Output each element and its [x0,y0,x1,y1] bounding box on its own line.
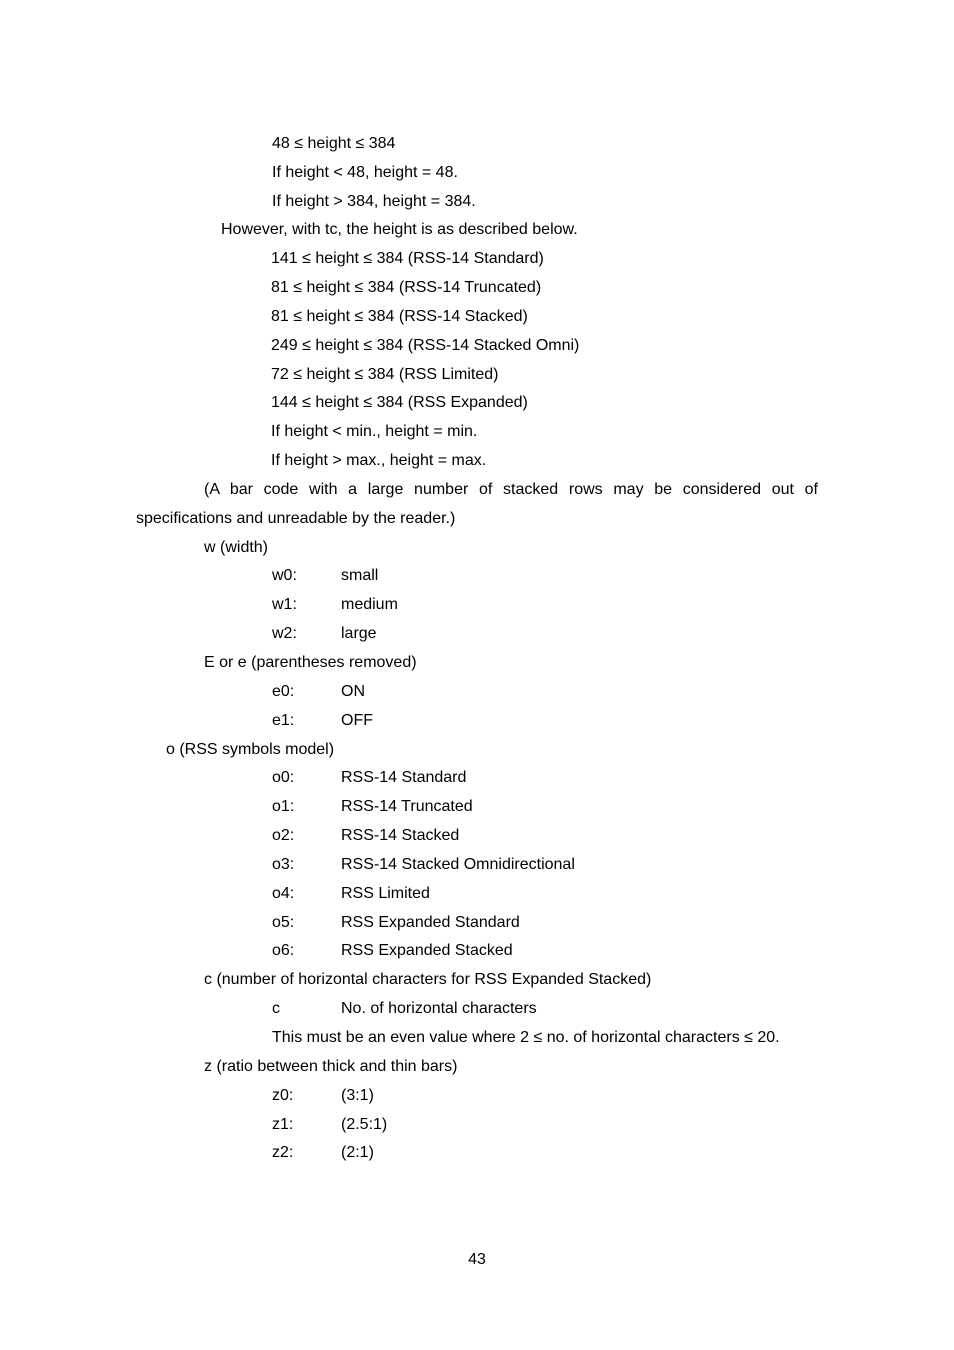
parentheses-heading: E or e (parentheses removed) [204,654,417,671]
option-key: e1: [272,712,295,729]
option-key: w0: [272,567,297,584]
tc-min-rule: If height < min., height = min. [271,423,478,440]
option-value: (2:1) [341,1144,374,1161]
option-value: OFF [341,712,373,729]
option-value: (3:1) [341,1087,374,1104]
option-value: RSS Limited [341,885,430,902]
tc-range-rss14-stacked-omni: 249 ≤ height ≤ 384 (RSS-14 Stacked Omni) [271,337,580,354]
option-key: o1: [272,798,295,815]
chars-note: This must be an even value where 2 ≤ no. of horizontal characters ≤ 20. [272,1029,780,1046]
tc-range-rss14-standard: 141 ≤ height ≤ 384 (RSS-14 Standard) [271,250,544,267]
height-min-rule: If height < 48, height = 48. [272,164,458,181]
option-key: o5: [272,914,295,931]
tc-note: However, with tc, the height is as described below. [221,221,578,238]
page-number: 43 [468,1251,486,1268]
chars-value: No. of horizontal characters [341,1000,537,1017]
height-range: 48 ≤ height ≤ 384 [272,135,396,152]
option-key: w1: [272,596,297,613]
ratio-heading: z (ratio between thick and thin bars) [204,1058,458,1075]
option-value: large [341,625,377,642]
chars-key: c [272,1000,280,1017]
tc-range-rss-limited: 72 ≤ height ≤ 384 (RSS Limited) [271,366,499,383]
option-key: o4: [272,885,295,902]
tc-range-rss14-stacked: 81 ≤ height ≤ 384 (RSS-14 Stacked) [271,308,528,325]
option-value: RSS Expanded Stacked [341,942,513,959]
option-key: o3: [272,856,295,873]
option-key: z0: [272,1087,294,1104]
height-max-rule: If height > 384, height = 384. [272,193,476,210]
option-key: e0: [272,683,295,700]
option-value: small [341,567,379,584]
option-key: o2: [272,827,295,844]
tc-range-rss-expanded: 144 ≤ height ≤ 384 (RSS Expanded) [271,394,528,411]
option-key: w2: [272,625,297,642]
option-value: medium [341,596,398,613]
tc-max-rule: If height > max., height = max. [271,452,487,469]
option-key: z1: [272,1116,294,1133]
chars-heading: c (number of horizontal characters for RSS Expanded Stacked) [204,971,652,988]
tc-range-rss14-truncated: 81 ≤ height ≤ 384 (RSS-14 Truncated) [271,279,542,296]
stacked-note-line1: (A bar code with a large number of stacked rows may be considered out of [204,481,818,498]
model-heading: o (RSS symbols model) [166,741,335,758]
option-value: (2.5:1) [341,1116,388,1133]
option-key: o6: [272,942,295,959]
option-value: RSS-14 Truncated [341,798,473,815]
option-key: o0: [272,769,295,786]
width-heading: w (width) [204,539,269,556]
option-value: RSS-14 Stacked Omnidirectional [341,856,575,873]
option-value: RSS-14 Stacked [341,827,460,844]
stacked-note-line2: specifications and unreadable by the reader.) [136,510,456,527]
option-value: RSS Expanded Standard [341,914,520,931]
option-value: RSS-14 Standard [341,769,467,786]
option-key: z2: [272,1144,294,1161]
option-value: ON [341,683,365,700]
